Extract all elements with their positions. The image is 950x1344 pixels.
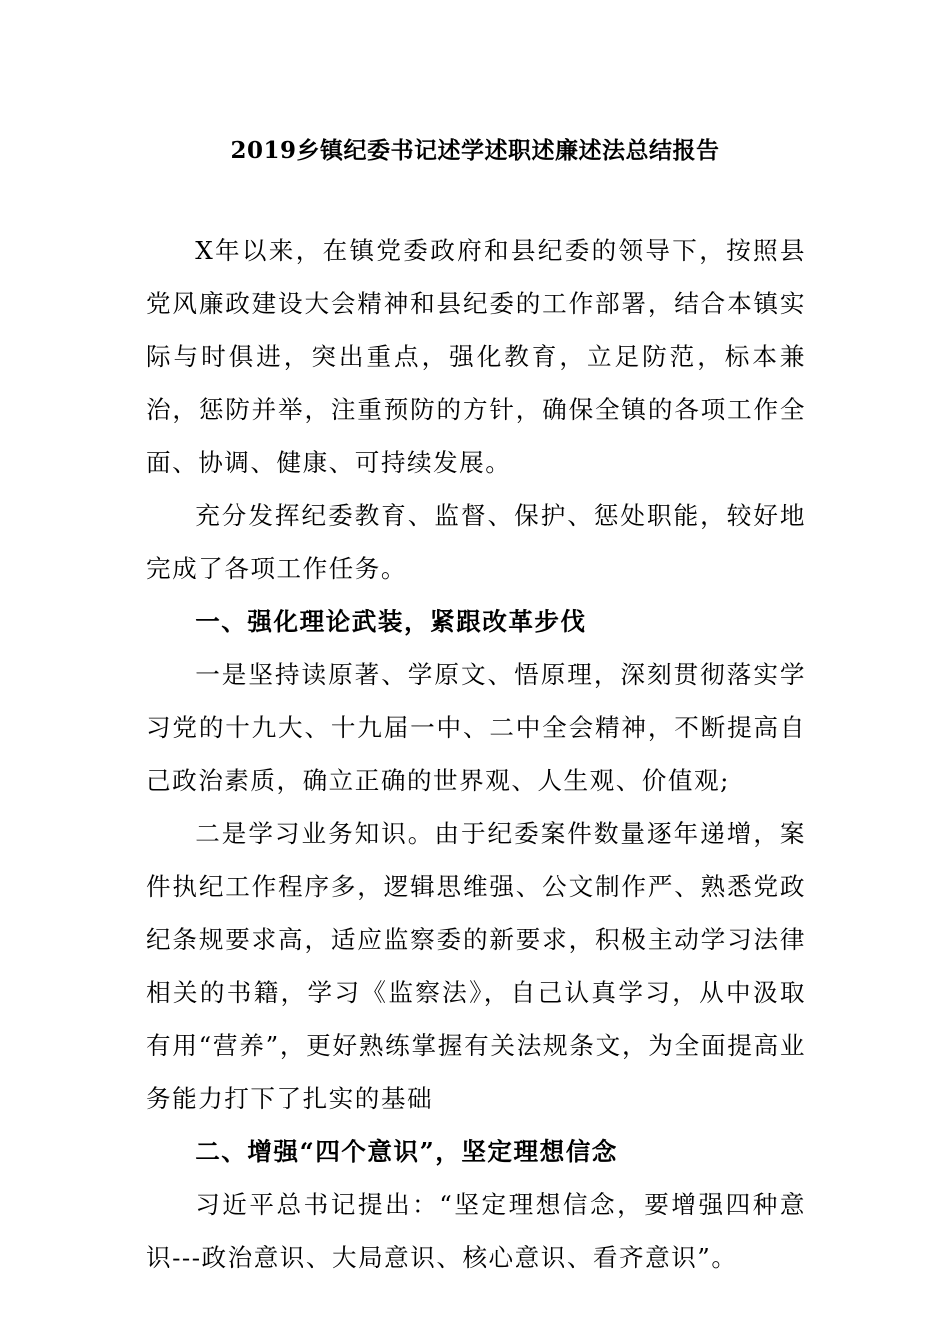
- document-body: [146, 224, 806, 1284]
- paragraph-quote: 习近平总书记提出：“坚定理想信念，要增强四种意识---政治意识、大局意识、核心意识、看齐意识”。: [146, 1190, 806, 1272]
- section-heading-2: 二、增强“四个意识”，坚定理想信念: [195, 1137, 618, 1166]
- paragraph-study-originals: 一是坚持读原著、学原文、悟原理，深刻贯彻落实学习党的十九大、十九届一中、二中全会精神，不断提高自己政治素质，确立正确的世界观、人生观、价值观;: [146, 660, 806, 795]
- paragraph-intro: X年以来，在镇党委政府和县纪委的领导下，按照县党风廉政建设大会精神和县纪委的工作部署，结合本镇实际与时俱进，突出重点，强化教育，立足防范，标本兼治，惩防并举，注重预防的方针，确保全镇的各项工作全面、协调、健康、可持续发展。: [146, 236, 806, 477]
- section-heading-1: 一、强化理论武装，紧跟改革步伐: [195, 607, 587, 636]
- paragraph-study-business: 二是学习业务知识。由于纪委案件数量逐年递增，案件执纪工作程序多，逻辑思维强、公文制作严、熟悉党政纪条规要求高，适应监察委的新要求，积极主动学习法律相关的书籍，学习《监察法》，自己认真学习，从中汲取有用“营养”，更好熟练掌握有关法规条文，为全面提高业务能力打下了扎实的基础: [146, 819, 806, 1113]
- paragraph-summary: 充分发挥纪委教育、监督、保护、惩处职能，较好地完成了各项工作任务。: [146, 501, 806, 583]
- document-title: 2019乡镇纪委书记述学述职述廉述法总结报告: [230, 137, 720, 164]
